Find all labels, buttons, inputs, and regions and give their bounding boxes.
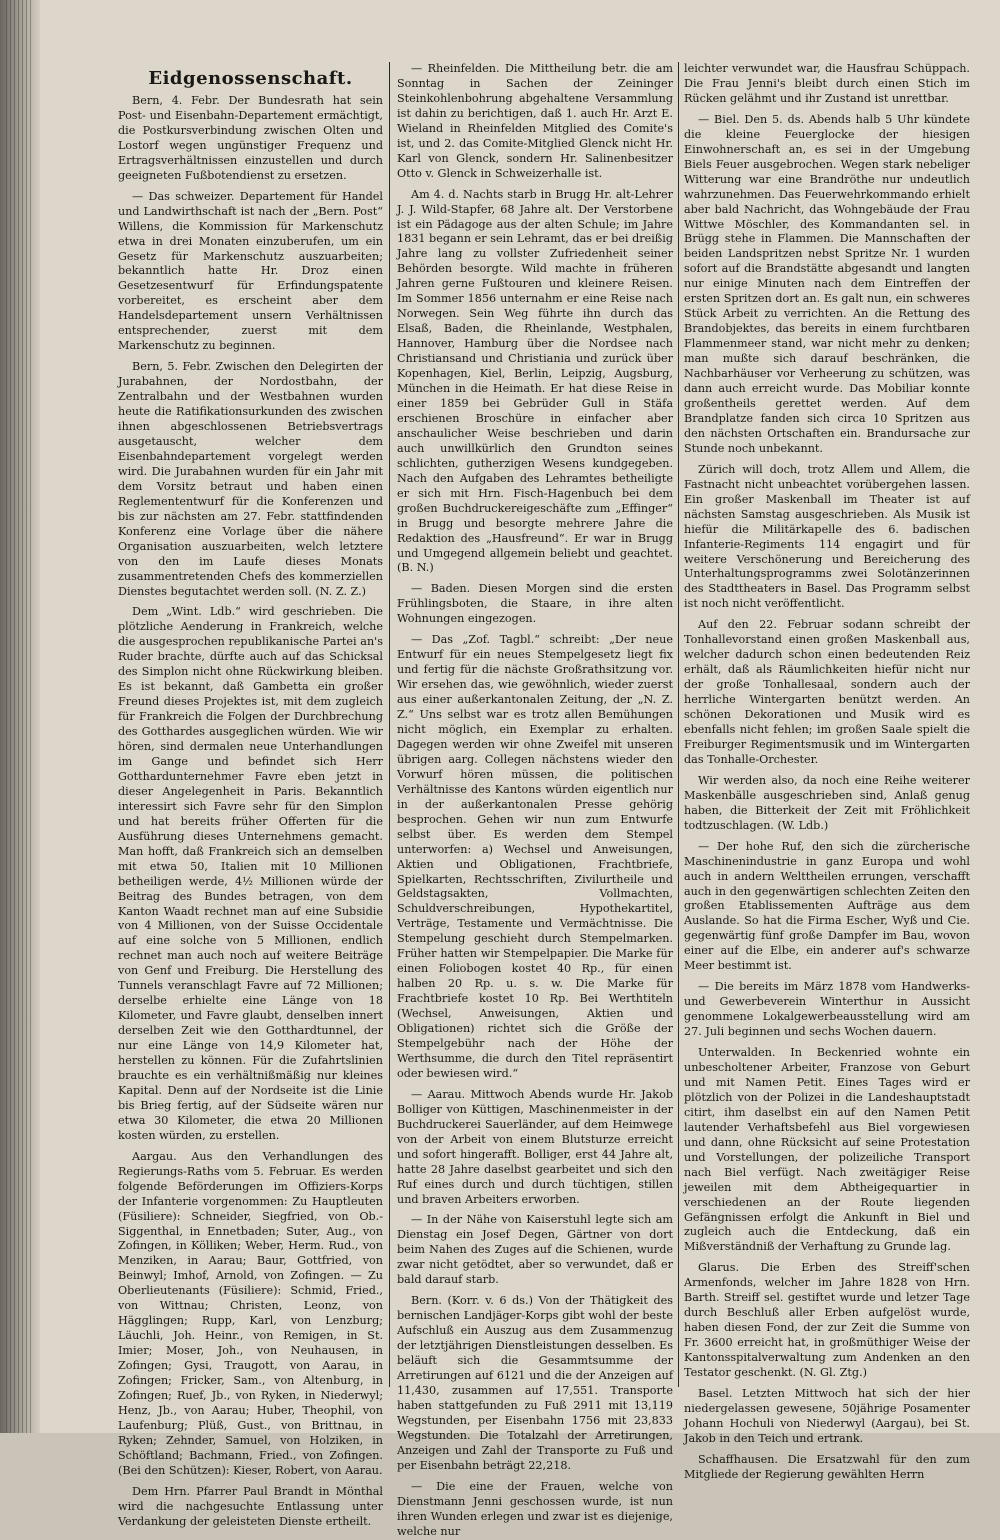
article: leichter verwundet war, die Hausfrau Schüppach. Die Frau Jenni's bleibt durch einen Stich im Rücken gelähmt und ihr Zustand ist unrettbar. xyxy=(684,62,970,105)
article: Zürich will doch, trotz Allem und Allem, die Fastnacht nicht unbeachtet vorübergehen lassen. Ein großer Maskenball im Theater ist auf nächsten Samstag ausgeschrieben. Als Musik ist hiefür die Militärkapelle des 6. badischen Infanterie-Regiments 114 engagirt und für weitere Verschönerung und Bereicherung des Unterhaltungsprogramms zwei Solotänzerinnen des Stadttheaters in Basel. Das Programm selbst ist noch nicht veröffentlicht. xyxy=(684,462,970,611)
article: Dem „Wint. Ldb.“ wird geschrieben. Die plötzliche Aenderung in Frankreich, welche die ausgesprochen republikanische Partei an's Ruder brachte, dürfte auch auf das Schicksal des Simplon nicht ohne Rückwirkung bleiben. Es ist bekannt, daß Gambetta ein großer Freund dieses Projektes ist, mit dem zugleich für Frankreich die Folgen der Durchbrechung des Gotthardes ausgeglichen würden. Wie wir hören, sind dermalen neue Unterhandlungen im Gange und befindet sich Herr Gotthardunternehmer Favre eben jetzt in dieser Angelegenheit in Paris. Bekanntlich interessirt sich Favre sehr für den Simplon und hat bereits früher Offerten für die Ausführung dieses Unternehmens gemacht. Man hofft, daß Frankreich sich an demselben mit etwa 50, Italien mit 10 Millionen betheiligen werde, 4½ Millionen würde der Beitrag des Bundes betragen, von dem Kanton Waadt rechnet man auf eine Subsidie von 4 Millionen, von der Suisse Occidentale auf eine solche von 5 Millionen, endlich rechnet man auch noch auf weitere Beiträge von Genf und Freiburg. Die Herstellung des Tunnels veranschlagt Favre auf 72 Millionen; derselbe erhielte eine Länge von 18 Kilometer, und Favre glaubt, denselben innert derselben Zeit wie den Gotthardtunnel, der nur eine Länge von 14,9 Kilometer hat, herstellen zu können. Für die Zufahrtslinien brauchte es ein verhältnißmäßig nur kleines Kapital. Denn auf der Nordseite ist die Linie bis Brieg fertig, auf der Südseite wären nur etwa 30 Kilometer, die etwa 20 Millionen kosten würden, zu erstellen. xyxy=(118,605,383,1142)
section-heading: Eidgenossenschaft. xyxy=(148,68,353,89)
article: Unterwalden. In Beckenried wohnte ein unbescholtener Arbeiter, Franzose von Geburt und mit Namen Petit. Eines Tages wird er plötzlich von der Polizei in die Landeshauptstadt citirt, ihm daselbst ein auf den Namen Petit lautender Verhaftsbefehl aus Biel vorgewiesen und dann, ohne Rücksicht auf seine Protestation und Vorstellungen, der polizeiliche Transport nach Biel verfügt. Nach zweitägiger Reise jeweilen mit dem Abtheigequartier in verschiedenen an der Route liegenden Gefängnissen erfolgt die Ankunft in Biel und zugleich auch die Entdeckung, daß ein Mißverständniß der Verhaftung zu Grunde lag. xyxy=(684,1046,970,1254)
article: Auf den 22. Februar sodann schreibt der Tonhallevorstand einen großen Maskenball aus, welcher dadurch schon einen bedeutenden Reiz erhält, daß als Räumlichkeiten hiefür nicht nur der große Tonhallesaal, sondern auch der herrliche Wintergarten benützt werden. An schönen Dekorationen und Musik wird es ebenfalls nicht fehlen; im großen Saale spielt die Freiburger Regimentsmusik und im Wintergarten das Tonhalle-Orchester. xyxy=(684,618,970,766)
article: Bern, 5. Febr. Zwischen den Delegirten der Jurabahnen, der Nordostbahn, der Zentralbahn und der Westbahnen wurden heute die Ratifikationsurkunden des zwischen ihnen abgeschlossenen Betriebsvertrags ausgetauscht, welcher dem Eisenbahndepartement vorgelegt werden wird. Die Jurabahnen wurden für ein Jahr mit dem Vorsitz betraut und haben einen Reglemententwurf für die Konferenzen und bis zur nächsten am 27. Febr. stattfindenden Konferenz eine Vorlage über die nähere Organisation auszuarbeiten, welch letztere von den im Laufe dieses Monats zusammentretenden Chefs des kommerziellen Dienstes begutachtet werden soll. (N. Z. Z.) xyxy=(118,360,383,598)
article: Schaffhausen. Die Ersatzwahl für den zum Mitgliede der Regierung gewählten Herrn xyxy=(684,1452,970,1481)
spine-page-edges xyxy=(6,0,34,1433)
article: — Das „Zof. Tagbl.“ schreibt: „Der neue Entwurf für ein neues Stempelgesetz liegt fix und fertig für die nächste Großrathsitzung vor. Wir ersehen das, wie gewöhnlich, wieder zuerst aus einer außerkantonalen Zeitung, der „N. Z. Z.“ Uns selbst war es trotz allen Bemühungen nicht möglich, ein Exemplar zu erhalten. Dagegen werden wir ohne Zweifel mit unseren übrigen aarg. Collegen nächstens wieder den Vorwurf hören müssen, die politischen Verhältnisse des Kantons würden eigentlich nur in der außerkantonalen Presse gehörig besprochen. Gehen wir nun zum Entwurfe selbst über. Es werden dem Stempel unterworfen: a) Wechsel und Anweisungen, Aktien und Obligationen, Frachtbriefe, Spielkarten, Rechtsschriften, Zivilurtheile und Geldstagsakten, Vollmachten, Schuldverschreibungen, Hypothekartitel, Verträge, Testamente und Vermächtnisse. Die Stempelung geschieht durch Stempelmarken. Früher hatten wir Stempelpapier. Die Marke für einen Foliobogen kostet 40 Rp., für einen halben 20 Rp. u. s. w. Die Marke für Frachtbriefe kostet 10 Rp. Bei Werthtiteln (Wechsel, Anweisungen, Aktien und Obligationen) richtet sich die Größe der Stempelgebühr nach der Höhe der Werthsumme, die durch den Titel repräsentirt oder bewiesen wird.“ xyxy=(397,633,673,1080)
article: Bern. (Korr. v. 6 ds.) Von der Thätigkeit des bernischen Landjäger-Korps gibt wohl der beste Aufschluß ein Auszug aus dem Zusammenzug der letztjährigen Dienstleistungen desselben. Es beläuft sich die Gesammtsumme der Arretirungen auf 6121 und die der Anzeigen auf 11,430, zusammen auf 17,551. Transporte haben stattgefunden zu Fuß 2911 mit 13,119 Wegstunden, per Eisenbahn 1756 mit 23,833 Wegstunden. Die Totalzahl der Arretirungen, Anzeigen und Zahl der Transporte zu Fuß und per Eisenbahn beträgt 22,218. xyxy=(397,1294,673,1472)
article: — In der Nähe von Kaiserstuhl legte sich am Dienstag ein Josef Degen, Gärtner von dort beim Nahen des Zuges auf die Schienen, wurde zwar nicht getödtet, aber so verwundet, daß er bald darauf starb. xyxy=(397,1213,673,1287)
column-rule-1 xyxy=(389,62,390,1387)
column-3 xyxy=(684,62,970,1481)
article: Basel. Letzten Mittwoch hat sich der hier niedergelassen gewesene, 50jährige Posamenter Johann Hochuli von Niederwyl (Aargau), bei St. Jakob in den Teich und ertrank. xyxy=(684,1387,970,1445)
article: Dem Hrn. Pfarrer Paul Brandt in Mönthal wird die nachgesuchte Entlassung unter Verdankung der geleisteten Dienste ertheilt. xyxy=(118,1484,383,1528)
article: — Der hohe Ruf, den sich die zürcherische Maschinenindustrie in ganz Europa und wohl auch in andern Welttheilen errungen, verschafft auch in den gegenwärtigen schlechten Zeiten den großen Etablissementen Aufträge aus dem Auslande. So hat die Firma Escher, Wyß und Cie. gegenwärtig fünf große Dampfer im Bau, wovon einer auf die Elbe, ein anderer auf's schwarze Meer bestimmt ist. xyxy=(684,839,970,973)
article: Glarus. Die Erben des Streiff'schen Armenfonds, welcher im Jahre 1828 von Hrn. Barth. Streiff sel. gestiftet wurde und letzer Tage durch Beschluß aller Erben aufgelöst wurde, haben diesen Fond, der zur Zeit die Summe von Fr. 3600 erreicht hat, in großmüthiger Weise der Kantonsspitalverwaltung zum Andenken an den Testator geschenkt. (N. Gl. Ztg.) xyxy=(684,1261,970,1380)
article: Bern, 4. Febr. Der Bundesrath hat sein Post- und Eisenbahn-Departement ermächtigt, die Postkursverbindung zwischen Olten und Lostorf wegen ungünstiger Frequenz und Ertragsverhältnissen einzustellen und durch geeigneten Fußbotendienst zu ersetzen. xyxy=(118,94,383,182)
article: Am 4. d. Nachts starb in Brugg Hr. alt-Lehrer J. J. Wild-Stapfer, 68 Jahre alt. Der Verstorbene ist ein Pädagoge aus der alten Schule; im Jahre 1831 begann er sein Lehramt, das er bei dreißig Jahre lang zu vollster Zufriedenheit seiner Behörden besorgte. Wild machte in früheren Jahren gerne Fußtouren und kleinere Reisen. Im Sommer 1856 unternahm er eine Reise nach Norwegen. Sein Weg führte ihn durch das Elsaß, Baden, die Rheinlande, Westphalen, Hannover, Hamburg über die Nordsee nach Christiansand und Christiania und zurück über Kopenhagen, Kiel, Berlin, Leipzig, Augsburg, München in die Heimath. Er hat diese Reise in einer 1859 bei Gebrüder Gull in Stäfa erschienen Broschüre in einfacher aber anschaulicher Weise beschrieben und darin auch unwillkürlich den Grundton seines schlichten, gutherzigen Wesens kundgegeben. Nach den Aufgaben des Lehramtes betheiligte er sich mit Hrn. Fisch-Hagenbuch bei dem großen Buchdruckereigeschäfte zum „Effinger“ in Brugg und besorgte mehrere Jahre die Redaktion des „Hausfreund“. Er war in Brugg und Umgegend allgemein beliebt und geachtet. (B. N.) xyxy=(397,187,673,575)
article: — Die eine der Frauen, welche von Dienstmann Jenni geschossen wurde, ist nun ihren Wunden erlegen und zwar ist es diejenige, welche nur xyxy=(397,1479,673,1538)
article: — Aarau. Mittwoch Abends wurde Hr. Jakob Bolliger von Küttigen, Maschinenmeister in der Buchdruckerei Sauerländer, auf dem Heimwege von der Arbeit von einem Blutsturze erreicht und sofort hingerafft. Bolliger, erst 44 Jahre alt, hatte 28 Jahre daselbst gearbeitet und sich den Ruf eines durch und durch tüchtigen, stillen und braven Arbeiters erworben. xyxy=(397,1087,673,1206)
article: — Baden. Diesen Morgen sind die ersten Frühlingsboten, die Staare, in ihre alten Wohnungen eingezogen. xyxy=(397,582,673,626)
article: Aargau. Aus den Verhandlungen des Regierungs-Raths vom 5. Februar. Es werden folgende Beförderungen im Offiziers-Korps der Infanterie vorgenommen: Zu Hauptleuten (Füsiliere): Schneider, Siegfried, von Ob.-Siggenthal, in Ennetbaden; Suter, Aug., von Zofingen, in Kölliken; Weber, Herm. Rud., von Menziken, in Aarau; Baur, Gottfried, von Beinwyl; Imhof, Arnold, von Zofingen. — Zu Oberlieutenants (Füsiliere): Schmid, Fried., von Wittnau; Christen, Leonz, von Hägglingen; Rupp, Karl, von Lenzburg; Läuchli, Joh. Heinr., von Remigen, in St. Imier; Moser, Joh., von Neuhausen, in Zofingen; Gysi, Traugott, von Aarau, in Zofingen; Fricker, Sam., von Altenburg, in Zofingen; Ruef, Jb., von Ryken, in Niederwyl; Henz, Jb., von Aarau; Huber, Theophil, von Laufenburg; Plüß, Gust., von Brittnau, in Ryken; Zehnder, Samuel, von Holziken, in Schöftland; Bachmann, Fried., von Zofingen. (Bei den Schützen): Kieser, Robert, von Aarau. xyxy=(118,1149,383,1477)
article: — Rheinfelden. Die Mittheilung betr. die am Sonntag in Sachen der Zeininger Steinkohlenbohrung abgehaltene Versammlung ist dahin zu berichtigen, daß 1. auch Hr. Arzt E. Wieland in Rheinfelden Mitglied des Comite's ist, und 2. das Comite-Mitglied Glenck nicht Hr. Karl von Glenck, sondern Hr. Salinenbesitzer Otto v. Glenck in Schweizerhalle ist. xyxy=(397,62,673,180)
article: — Das schweizer. Departement für Handel und Landwirthschaft ist nach der „Bern. Post“ Willens, die Kommission für Markenschutz etwa in drei Monaten einzuberufen, um ein Gesetz für Markenschutz auszuarbeiten; bekanntlich hatte Hr. Droz einen Gesetzesentwurf für Erfindungspatente vorbereitet, es erscheint aber dem Handelsdepartement unsern Verhältnissen entsprechender, zuerst mit dem Markenschutz zu beginnen. xyxy=(118,189,383,353)
column-2 xyxy=(397,62,673,1538)
article: Wir werden also, da noch eine Reihe weiterer Maskenbälle ausgeschrieben sind, Anlaß genug haben, die Bitterkeit der Zeit mit Fröhlichkeit todtzuschlagen. (W. Ldb.) xyxy=(684,773,970,832)
article: — Die bereits im März 1878 vom Handwerks- und Gewerbeverein Winterthur in Aussicht genommene Lokalgewerbeausstellung wird am 27. Juli beginnen und sechs Wochen dauern. xyxy=(684,980,970,1039)
column-1 xyxy=(118,62,383,1528)
book-spine xyxy=(0,0,40,1433)
article: — Biel. Den 5. ds. Abends halb 5 Uhr kündete die kleine Feuerglocke der hiesigen Einwohnerschaft an, es sei in der Umgebung Biels Feuer ausgebrochen. Wegen stark nebeliger Witterung war eine Brandröthe nur undeutlich wahrzunehmen. Das Feuerwehrkommando erhielt aber bald Nachricht, das Wohngebäude der Frau Wittwe Möschler, des Kommandanten sel. in Brügg stehe in Flammen. Die Mannschaften der beiden Landspritzen nebst Spritze Nr. 1 wurden sofort auf die Brandstätte abgesandt und langten nur einige Minuten nach dem Eintreffen der ersten Spritzen dort an. Es galt nun, ein schweres Stück Arbeit zu verrichten. An die Rettung des Brandobjektes, das bereits in einem furchtbaren Flammenmeer stand, war nicht mehr zu denken; man mußte sich darauf beschränken, die Nachbarhäuser vor Verheerung zu schützen, was dann auch erreicht wurde. Das Mobiliar konnte großentheils gerettet werden. Auf dem Brandplatze fanden sich circa 10 Spritzen aus den nächsten Ortschaften ein. Brandursache zur Stunde noch unbekannt. xyxy=(684,112,970,455)
column-rule-2 xyxy=(678,62,679,1387)
